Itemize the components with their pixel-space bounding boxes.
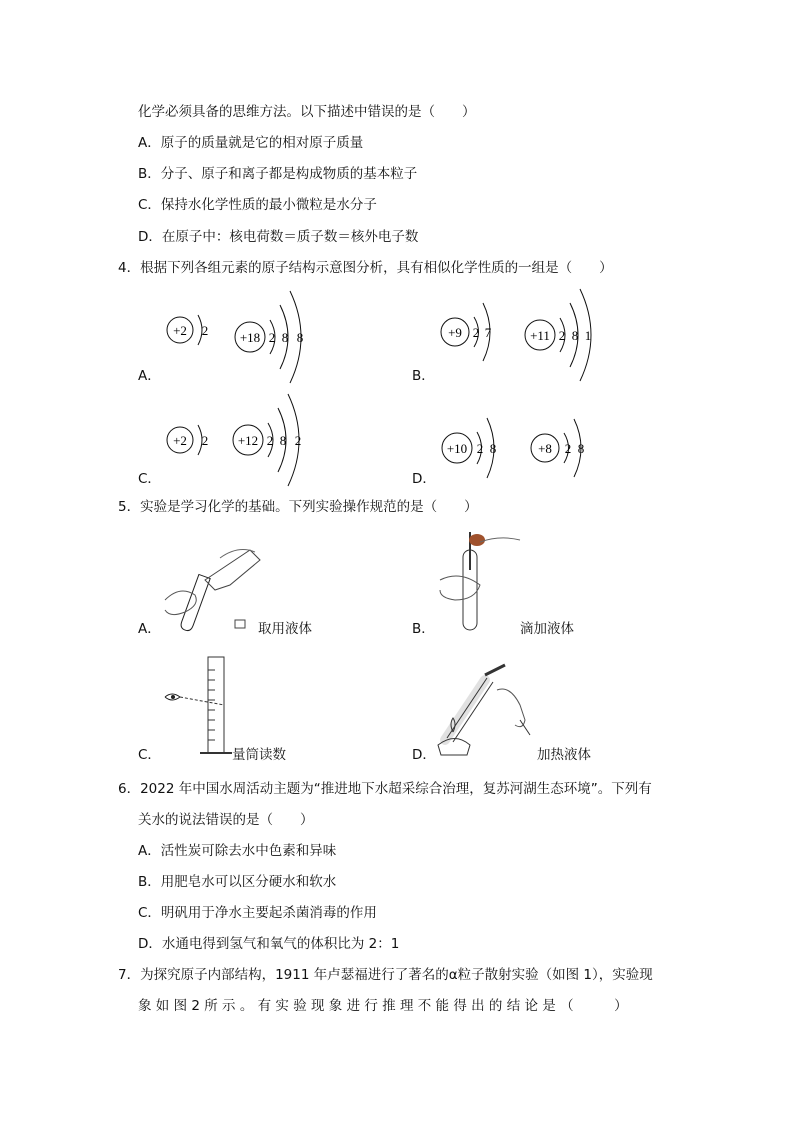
q4-option-d: D． [412, 471, 436, 487]
q5-option-b-caption: 滴加液体 [520, 621, 574, 637]
svg-text:2: 2 [476, 441, 484, 456]
q4-stem: 4．根据下列各组元素的原子结构示意图分析，具有相似化学性质的一组是（ ） [118, 260, 613, 276]
atom-diagram-c1 [160, 392, 220, 487]
q6-stem-line1: 6．2022 年中国水周活动主题为“推进地下水超采综合治理，复苏河湖生态环境”。下列有 [118, 781, 652, 797]
q6-option-a: A．活性炭可除去水中色素和异味 [138, 843, 337, 859]
svg-text:8: 8 [571, 328, 579, 343]
q5-option-d-letter: D． [412, 747, 436, 763]
q4-option-a: A． [138, 368, 161, 384]
svg-text:+2: +2 [173, 433, 187, 448]
atom-diagram-d1 [437, 403, 517, 493]
q6-option-c: C．明矾用于净水主要起杀菌消毒的作用 [138, 905, 377, 921]
svg-text:+12: +12 [237, 433, 259, 448]
atom-diagram-d2 [525, 403, 605, 493]
svg-text:2: 2 [201, 433, 209, 448]
svg-text:2: 2 [294, 433, 302, 448]
svg-text:2: 2 [472, 325, 480, 340]
q5-option-c-letter: C． [138, 747, 161, 763]
svg-text:1: 1 [584, 328, 592, 343]
svg-text:2: 2 [558, 328, 566, 343]
svg-text:+9: +9 [448, 325, 462, 340]
q6-option-b: B．用肥皂水可以区分硬水和软水 [138, 874, 337, 890]
q5-option-a-caption: 取用液体 [258, 621, 312, 637]
q7-stem-line2: 象 如 图 2 所 示 。 有 实 验 现 象 进 行 推 理 不 能 得 出 的 结 论 是 （ ） [138, 998, 628, 1014]
q3-option-d: D．在原子中：核电荷数＝质子数＝核外电子数 [138, 229, 419, 245]
svg-text:8: 8 [489, 441, 497, 456]
svg-text:2: 2 [266, 433, 274, 448]
atom-diagram-b2 [520, 285, 620, 385]
q3-stem: 化学必须具备的思维方法。以下描述中错误的是（ ） [138, 104, 476, 120]
svg-text:+18: +18 [239, 330, 261, 345]
nucleus-charge: +2 [173, 323, 187, 338]
q3-option-b: B．分子、原子和离子都是构成物质的基本粒子 [138, 166, 418, 182]
shell-electrons: 2 [201, 323, 209, 338]
q5-option-b-letter: B． [412, 621, 435, 637]
q5-option-a-letter: A． [138, 621, 161, 637]
atom-diagram-c2 [228, 390, 328, 490]
heat-liquid-image [435, 660, 535, 765]
svg-text:8: 8 [279, 433, 287, 448]
svg-text:8: 8 [577, 441, 585, 456]
q4-option-c: C． [138, 471, 161, 487]
pour-liquid-image [160, 540, 270, 635]
q5-option-c-caption: 量筒读数 [232, 747, 286, 763]
q5-option-d-caption: 加热液体 [537, 747, 591, 763]
q5-stem: 5．实验是学习化学的基础。下列实验操作规范的是（ ） [118, 499, 478, 515]
atom-diagram-a2 [230, 285, 330, 385]
svg-text:8: 8 [296, 330, 304, 345]
svg-text:2: 2 [268, 330, 276, 345]
q6-option-d: D．水通电得到氢气和氧气的体积比为 2：1 [138, 936, 400, 952]
q6-stem-line2: 关水的说法错误的是（ ） [138, 812, 314, 828]
q4-option-b: B． [412, 368, 435, 384]
svg-text:7: 7 [484, 325, 492, 340]
svg-text:8: 8 [281, 330, 289, 345]
q3-option-c: C．保持水化学性质的最小微粒是水分子 [138, 197, 377, 213]
svg-text:2: 2 [564, 441, 572, 456]
cylinder-reading-image [160, 655, 240, 760]
atom-diagram-b1 [435, 285, 515, 380]
svg-text:+10: +10 [446, 441, 468, 456]
svg-text:+8: +8 [538, 441, 552, 456]
q3-option-a: A．原子的质量就是它的相对原子质量 [138, 135, 364, 151]
svg-text:+11: +11 [530, 328, 550, 343]
drop-liquid-image [435, 530, 525, 635]
q7-stem-line1: 7．为探究原子内部结构，1911 年卢瑟福进行了著名的α粒子散射实验（如图 1），实验现 [118, 967, 653, 983]
